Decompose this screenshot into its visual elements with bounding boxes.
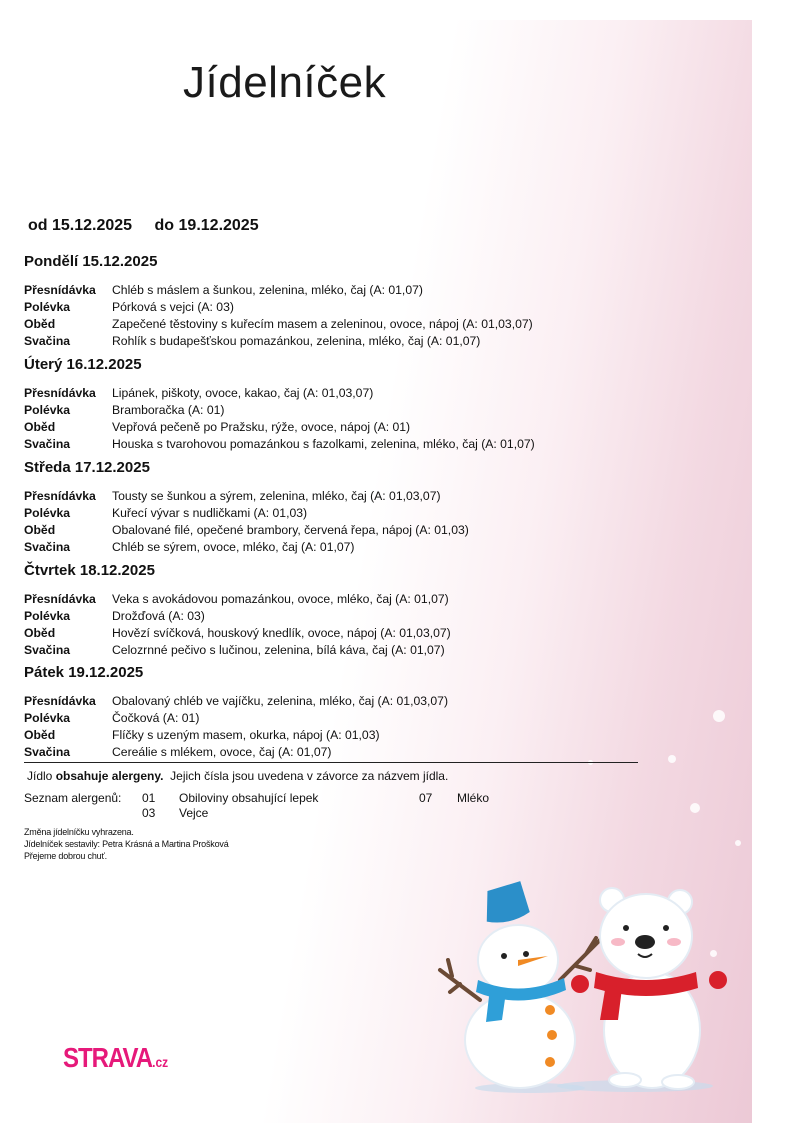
meal-text: Zapečené těstoviny s kuřecím masem a zeleninou, ovoce, nápoj (A: 01,03,07) bbox=[112, 317, 533, 331]
day-title: Úterý 16.12.2025 bbox=[24, 356, 142, 373]
allergen-code: 01 bbox=[142, 791, 156, 805]
bucket-hat bbox=[481, 880, 531, 925]
meal-label: Polévka bbox=[24, 609, 71, 623]
day-block-thursday bbox=[24, 562, 644, 659]
meal-row bbox=[24, 299, 644, 316]
footer-notes bbox=[24, 826, 229, 862]
footer-line: Změna jídelníčku vyhrazena. bbox=[24, 827, 134, 837]
meal-text: Obalovaný chléb ve vajíčku, zelenina, mléko, čaj (A: 01,03,07) bbox=[112, 694, 449, 708]
date-to: do 19.12.2025 bbox=[154, 217, 259, 234]
day-block-tuesday bbox=[24, 356, 644, 453]
meal-label: Svačina bbox=[24, 334, 71, 348]
snowman-arm-left bbox=[440, 960, 480, 1000]
meal-row bbox=[24, 522, 644, 539]
bear-nose bbox=[635, 935, 655, 949]
meal-text: Bramboračka (A: 01) bbox=[112, 403, 225, 417]
meal-row bbox=[24, 744, 644, 761]
meal-label: Polévka bbox=[24, 300, 71, 314]
meal-row bbox=[24, 539, 644, 556]
date-from: od 15.12.2025 bbox=[28, 217, 133, 234]
footer-line: Jídelníček sestavily: Petra Krásná a Martina Prošková bbox=[24, 839, 229, 849]
meal-label: Polévka bbox=[24, 506, 71, 520]
meal-text: Drožďová (A: 03) bbox=[112, 609, 205, 623]
meal-text: Lipánek, piškoty, ovoce, kakao, čaj (A: 01,03,07) bbox=[112, 386, 374, 400]
snowman-eye bbox=[523, 951, 529, 957]
meal-text: Celozrnné pečivo s lučinou, zelenina, bílá káva, čaj (A: 01,07) bbox=[112, 643, 445, 657]
bear-mitten bbox=[571, 975, 589, 993]
meal-text: Flíčky s uzeným masem, okurka, nápoj (A: 01,03) bbox=[112, 728, 380, 742]
snowman-bear-illustration bbox=[420, 880, 740, 1095]
meal-text: Obalované filé, opečené brambory, červená řepa, nápoj (A: 01,03) bbox=[112, 523, 469, 537]
day-title: Středa 17.12.2025 bbox=[24, 459, 150, 476]
meal-label: Přesnídávka bbox=[24, 694, 96, 708]
snowman-eye bbox=[501, 953, 507, 959]
meal-label: Přesnídávka bbox=[24, 489, 96, 503]
meal-label: Svačina bbox=[24, 540, 71, 554]
meal-text: Vepřová pečeně po Pražsku, rýže, ovoce, nápoj (A: 01) bbox=[112, 420, 411, 434]
meal-text: Cereálie s mlékem, ovoce, čaj (A: 01,07) bbox=[112, 745, 332, 759]
meal-row bbox=[24, 402, 644, 419]
allergen-code: 03 bbox=[142, 806, 156, 820]
meal-row bbox=[24, 488, 644, 505]
meal-label: Oběd bbox=[24, 420, 56, 434]
meal-row bbox=[24, 710, 644, 727]
meal-row bbox=[24, 316, 644, 333]
day-block-monday bbox=[24, 253, 644, 350]
day-title: Čtvrtek 18.12.2025 bbox=[24, 562, 155, 579]
snowman-button bbox=[547, 1030, 557, 1040]
snowman-body bbox=[465, 992, 575, 1088]
bear-foot bbox=[662, 1075, 694, 1089]
bear-cheek bbox=[667, 938, 681, 946]
bear-eye bbox=[663, 925, 669, 931]
allergen-name: Obiloviny obsahující lepek bbox=[179, 791, 319, 805]
meal-text: Chléb s máslem a šunkou, zelenina, mléko, čaj (A: 01,07) bbox=[112, 283, 423, 297]
allergen-code: 07 bbox=[419, 791, 433, 805]
meal-text: Hovězí svíčková, houskový knedlík, ovoce, nápoj (A: 01,03,07) bbox=[112, 626, 451, 640]
day-block-wednesday bbox=[24, 459, 644, 556]
allergen-note-pre: Jídlo bbox=[27, 769, 56, 783]
meal-text: Chléb se sýrem, ovoce, mléko, čaj (A: 01,07) bbox=[112, 540, 355, 554]
meal-text: Čočková (A: 01) bbox=[112, 711, 200, 725]
bear-mitten bbox=[709, 971, 727, 989]
snowman-button bbox=[545, 1057, 555, 1067]
meal-label: Přesnídávka bbox=[24, 386, 96, 400]
bear-cheek bbox=[611, 938, 625, 946]
snowflake bbox=[735, 840, 741, 846]
snowman-button bbox=[545, 1005, 555, 1015]
meal-row bbox=[24, 642, 644, 659]
allergen-name: Vejce bbox=[179, 806, 209, 820]
meal-label: Oběd bbox=[24, 728, 56, 742]
meal-label: Přesnídávka bbox=[24, 592, 96, 606]
footer-line: Přejeme dobrou chuť. bbox=[24, 851, 107, 861]
snowflake bbox=[690, 803, 700, 813]
day-title: Pátek 19.12.2025 bbox=[24, 664, 144, 681]
meal-label: Svačina bbox=[24, 437, 71, 451]
meal-text: Pórková s vejci (A: 03) bbox=[112, 300, 234, 314]
allergen-note-post: Jejich čísla jsou uvedena v závorce za názvem jídla. bbox=[163, 769, 449, 783]
meal-label: Svačina bbox=[24, 745, 71, 759]
meal-row bbox=[24, 385, 644, 402]
day-title: Pondělí 15.12.2025 bbox=[24, 253, 158, 270]
allergen-name: Mléko bbox=[457, 791, 490, 805]
meal-row bbox=[24, 282, 644, 299]
meal-label: Polévka bbox=[24, 403, 71, 417]
meal-row bbox=[24, 727, 644, 744]
meal-label: Oběd bbox=[24, 523, 56, 537]
meal-text: Tousty se šunkou a sýrem, zelenina, mléko, čaj (A: 01,03,07) bbox=[112, 489, 441, 503]
meal-text: Houska s tvarohovou pomazánkou s fazolkami, zelenina, mléko, čaj (A: 01,07) bbox=[112, 437, 535, 451]
polar-bear-illustration bbox=[571, 888, 727, 1089]
day-block-friday bbox=[24, 664, 644, 761]
strava-logo bbox=[63, 1043, 168, 1075]
bear-foot bbox=[609, 1073, 641, 1087]
meal-label: Oběd bbox=[24, 317, 56, 331]
meal-label: Oběd bbox=[24, 626, 56, 640]
meal-label: Přesnídávka bbox=[24, 283, 96, 297]
page-title: Jídelníček bbox=[183, 58, 387, 107]
meal-row bbox=[24, 436, 644, 453]
meal-row bbox=[24, 591, 644, 608]
bear-eye bbox=[623, 925, 629, 931]
meal-label: Polévka bbox=[24, 711, 71, 725]
snowflake bbox=[668, 755, 676, 763]
allergen-note bbox=[27, 769, 448, 783]
meal-label: Svačina bbox=[24, 643, 71, 657]
meal-row bbox=[24, 505, 644, 522]
meal-text: Rohlík s budapešťskou pomazánkou, zelenina, mléko, čaj (A: 01,07) bbox=[112, 334, 481, 348]
meal-row bbox=[24, 608, 644, 625]
meal-row bbox=[24, 419, 644, 436]
meal-row bbox=[24, 625, 644, 642]
meal-row bbox=[24, 333, 644, 350]
date-range bbox=[28, 217, 277, 235]
meal-row bbox=[24, 693, 644, 710]
snowman-arm-right bbox=[560, 938, 600, 980]
logo-suffix: .cz bbox=[152, 1054, 169, 1071]
meal-text: Veka s avokádovou pomazánkou, ovoce, mléko, čaj (A: 01,07) bbox=[112, 592, 449, 606]
logo-main: STRAVA bbox=[63, 1043, 153, 1075]
divider bbox=[24, 762, 638, 763]
snowflake bbox=[713, 710, 725, 722]
allergen-note-bold: obsahuje alergeny. bbox=[55, 769, 164, 783]
meal-text: Kuřecí vývar s nudličkami (A: 01,03) bbox=[112, 506, 308, 520]
allergen-list-label: Seznam alergenů: bbox=[24, 791, 122, 805]
